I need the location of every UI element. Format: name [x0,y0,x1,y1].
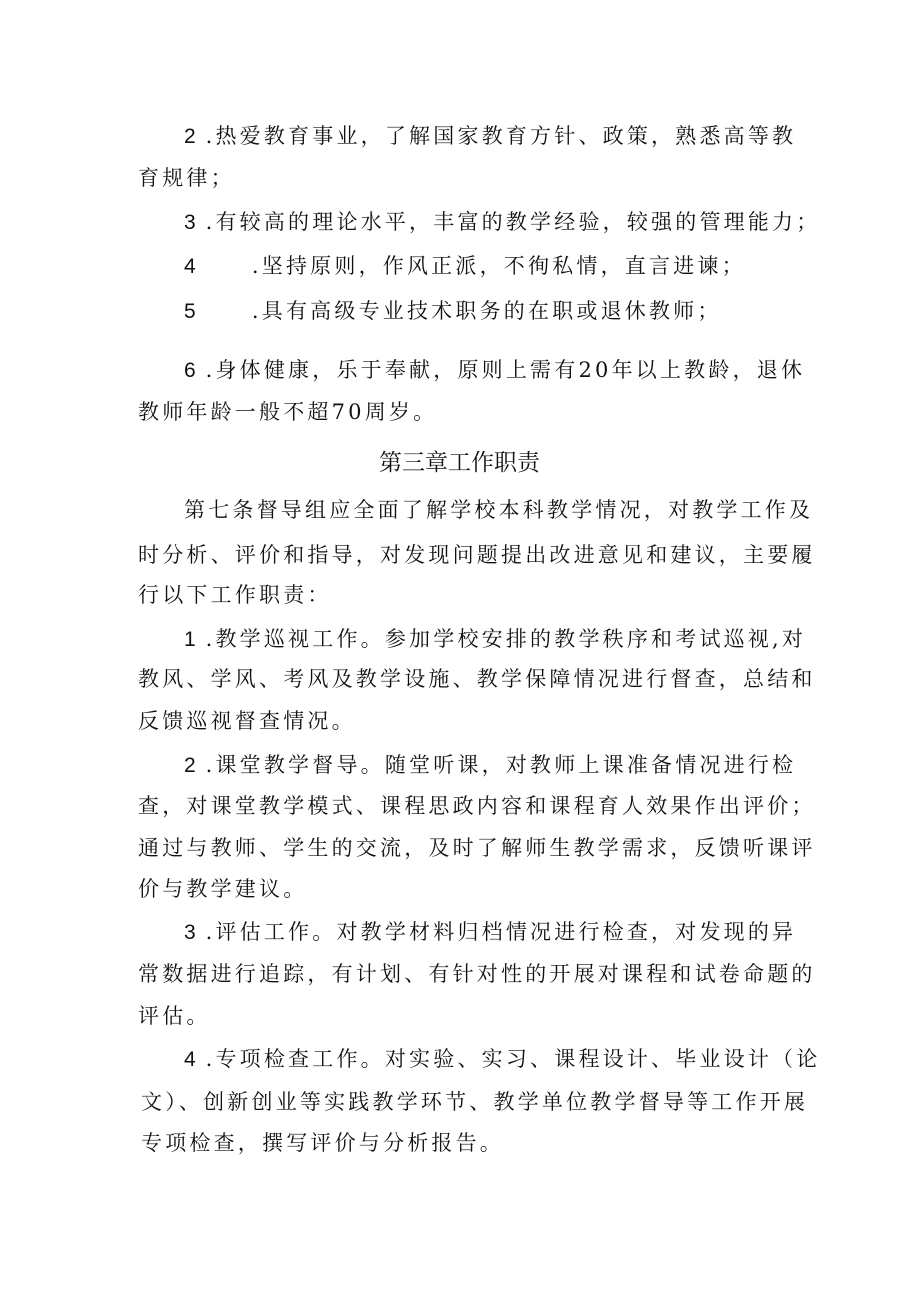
item-text: .坚持原则，作风正派，不徇私情，直言进谏； [251,254,746,278]
item-text: .身体健康，乐于奉献，原则上需有20年以上教龄，退休 [205,358,806,382]
item-text: .教学巡视工作。参加学校安排的教学秩序和考试巡视,对 [205,627,807,651]
item-number: 5 [184,300,196,323]
qualification-item-4 [184,251,746,282]
item-number: 4 [184,255,196,278]
qualification-item-6 [184,355,805,386]
duty-1 [184,624,806,655]
item-number: 2 [184,125,196,148]
article-7-line-2: 时分析、评价和指导，对发现问题提出改进意见和建议，主要履 [138,543,816,567]
duty-1-line-2: 教风、学风、考风及教学设施、教学保障情况进行督查，总结和 [138,667,816,691]
item-number: 6 [184,359,196,382]
duty-2-line-3: 通过与教师、学生的交流，及时了解师生教学需求，反馈听课评 [138,836,816,860]
duty-4-line-2: 文）、创新创业等实践教学环节、教学单位教学督导等工作开展 [141,1090,809,1114]
item-number: 4 [184,1048,196,1071]
item-number: 2 [184,754,196,777]
duty-3-line-2: 常数据进行追踪，有计划、有针对性的开展对课程和试卷命题的 [138,962,816,986]
item-text: .有较高的理论水平，丰富的教学经验，较强的管理能力； [205,210,821,234]
item-text: .评估工作。对教学材料归档情况进行检查，对发现的异 [205,920,797,944]
item-text: .具有高级专业技术职务的在职或退休教师； [251,299,722,323]
duty-1-line-3: 反馈巡视督查情况。 [138,709,356,733]
duty-3 [184,917,796,948]
qualification-item-2 [184,121,796,152]
duty-2 [184,750,796,781]
item-text: .热爱教育事业，了解国家教育方针、政策，熟悉高等教 [205,124,797,148]
item-text: .课堂教学督导。随堂听课，对教师上课准备情况进行检 [205,753,797,777]
duty-3-line-3: 评估。 [138,1004,211,1028]
article-7-line-1: 第七条督导组应全面了解学校本科教学情况，对教学工作及 [184,498,814,522]
qualification-item-2-cont: 育规律； [138,166,235,190]
chapter-title: 第三章工作职责 [379,450,540,476]
item-number: 3 [184,211,196,234]
duty-2-line-2: 查，对课堂教学模式、课程思政内容和课程育人效果作出评价； [138,794,816,818]
item-number: 1 [184,628,196,651]
duty-4-line-3: 专项检查，撰写评价与分析报告。 [141,1131,504,1155]
item-text: .专项检查工作。对实验、实习、课程设计、毕业设计（论 [205,1047,821,1071]
item-number: 3 [184,921,196,944]
qualification-item-6-cont: 教师年龄一般不超70周岁。 [138,400,438,424]
qualification-item-5 [184,296,722,327]
duty-2-line-4: 价与教学建议。 [138,877,308,901]
duty-4 [184,1044,820,1075]
qualification-item-3 [184,207,820,238]
article-7-line-3: 行以下工作职责： [138,583,332,607]
